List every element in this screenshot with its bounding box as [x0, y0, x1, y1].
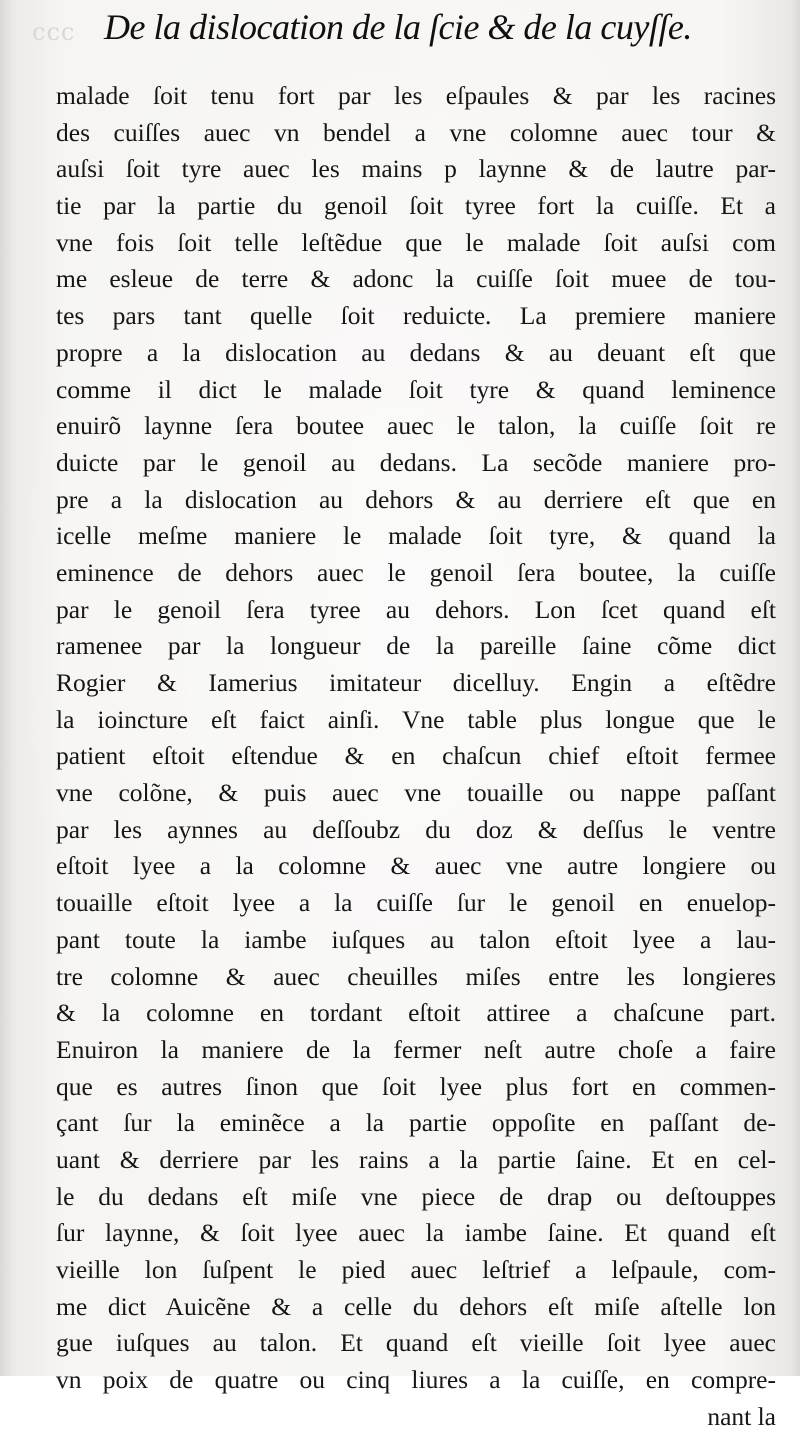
text-line: duicte par le genoil au dedans. La secõde maniere pro- — [56, 447, 776, 477]
text-line: enuirõ laynne ſera boutee auec le talon, la cuiſſe ſoit re — [56, 411, 776, 441]
text-line: propre a la dislocation au dedans & au deuant eſt que — [56, 337, 776, 367]
text-line: vn poix de quatre ou cinq liures a la cuiſſe, en compre- — [56, 1365, 776, 1395]
text-line: tes pars tant quelle ſoit reduicte. La premiere maniere — [56, 301, 776, 331]
text-line: tie par la partie du genoil ſoit tyree fort la cuiſſe. Et a — [56, 191, 776, 221]
text-line: nant la — [707, 1401, 776, 1431]
text-line: vne colõne, & puis auec vne touaille ou nappe paſſant — [56, 778, 776, 808]
text-line: par le genoil ſera tyree au dehors. Lon ſcet quand eſt — [56, 594, 776, 624]
text-line: me dict Auicẽne & a celle du dehors eſt miſe aſtelle lon — [56, 1291, 776, 1321]
text-line: me esleue de terre & adonc la cuiſſe ſoit muee de tou- — [56, 264, 776, 294]
text-line: patient eſtoit eſtendue & en chaſcun chief eſtoit fermee — [56, 741, 776, 771]
text-line: icelle meſme maniere le malade ſoit tyre, & quand la — [56, 521, 776, 551]
text-line: comme il dict le malade ſoit tyre & quand leminence — [56, 374, 776, 404]
text-line: pant toute la iambe iuſques au talon eſtoit lyee a lau- — [56, 924, 776, 954]
text-line: gue iuſques au talon. Et quand eſt vieille ſoit lyee auec — [56, 1328, 776, 1358]
body-text — [56, 78, 776, 1435]
page-edge-shadow — [790, 0, 800, 1376]
text-line: tre colomne & auec cheuilles miſes entre les longieres — [56, 961, 776, 991]
text-line: des cuiſſes auec vn bendel a vne colomne auec tour & — [56, 117, 776, 147]
text-line: eminence de dehors auec le genoil ſera boutee, la cuiſſe — [56, 557, 776, 587]
text-line: uant & derriere par les rains a la partie ſaine. Et en cel- — [56, 1144, 776, 1174]
text-line: eſtoit lyee a la colomne & auec vne autre longiere ou — [56, 851, 776, 881]
text-line: touaille eſtoit lyee a la cuiſſe ſur le genoil en enuelop- — [56, 888, 776, 918]
bleed-through-folio: ccc — [32, 18, 76, 46]
page-title: De la dislocation de la ſcie & de la cuyſſe. — [104, 7, 692, 47]
text-line: pre a la dislocation au dehors & au derriere eſt que en — [56, 484, 776, 514]
text-line: ſur laynne, & ſoit lyee auec la iambe ſaine. Et quand eſt — [56, 1218, 776, 1248]
text-line: Rogier & Iamerius imitateur dicelluy. Engin a eſtẽdre — [56, 668, 776, 697]
text-line: malade ſoit tenu fort par les eſpaules & par les racines — [56, 81, 776, 110]
text-line: que es autres ſinon que ſoit lyee plus fort en commen- — [56, 1071, 776, 1101]
text-line: çant ſur la eminẽce a la partie oppoſite en paſſant de- — [56, 1108, 776, 1138]
text-line: ramenee par la longueur de la pareille ſaine cõme dict — [56, 631, 776, 661]
text-line: la ioincture eſt faict ainſi. Vne table plus longue que le — [56, 704, 776, 734]
text-line: & la colomne en tordant eſtoit attiree a chaſcune part. — [56, 998, 776, 1028]
text-line: auſsi ſoit tyre auec les mains p laynne & de lautre par- — [56, 154, 776, 184]
text-line: vne fois ſoit telle leſtẽdue que le malade ſoit auſsi com — [56, 227, 776, 257]
page-gutter-shadow — [0, 0, 14, 1376]
running-head — [0, 2, 800, 64]
text-line: par les aynnes au deſſoubz du doz & deſſus le ventre — [56, 814, 776, 844]
text-line: vieille lon ſuſpent le pied auec leſtrief a leſpaule, com- — [56, 1255, 776, 1284]
text-line: Enuiron la maniere de la fermer neſt autre choſe a faire — [56, 1034, 776, 1064]
text-line: le du dedans eſt miſe vne piece de drap ou deſtouppes — [56, 1181, 776, 1211]
